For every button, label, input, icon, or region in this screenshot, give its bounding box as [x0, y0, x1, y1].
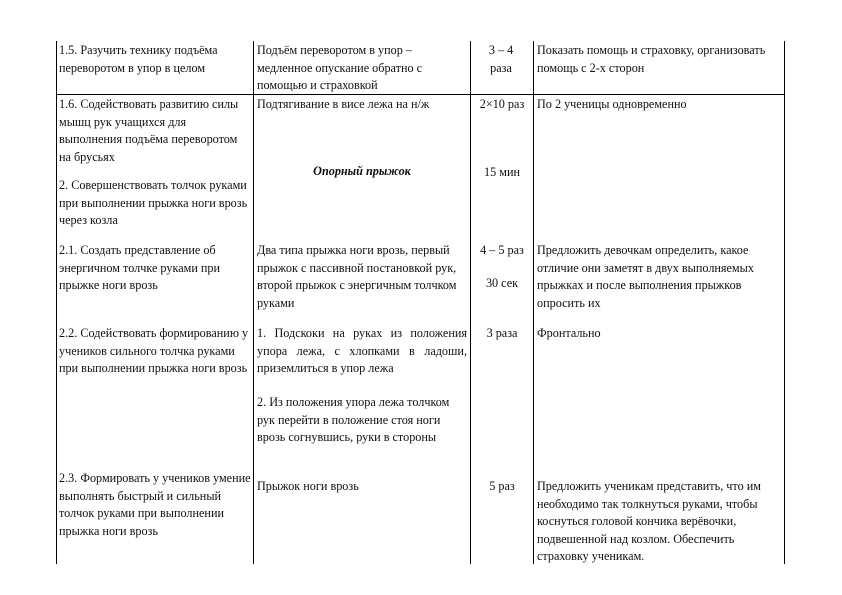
method-cell: Показать помощь и страховку, организовать помощь с 2-х сторон	[537, 43, 766, 75]
table-border-left	[56, 41, 57, 564]
method-cell: Фронтально	[537, 326, 601, 340]
content-cell: Подъём переворотом в упор – медленное опускание обратно с помощью и страховкой	[257, 43, 423, 93]
content-cell: Два типа прыжка ноги врозь, первый прыжок с пассивной постановкой рук, второй прыжок с энергичным толчком руками	[257, 243, 457, 310]
column-divider-1	[253, 41, 254, 564]
method-cell: Предложить ученикам представить, что им необходимо так толкнуться руками, чтобы коснуться головой кончика верёвочки, подвешенной над козлом. Обеспечить страховку ученикам.	[537, 479, 761, 564]
dosage-cell: 3 раза	[486, 326, 518, 340]
dosage-cell: 5 раз	[489, 479, 515, 493]
dosage-cell: 3 – 4 раза	[488, 43, 514, 75]
content-cell: Прыжок ноги врозь	[257, 479, 359, 493]
dosage-cell: 2×10 раз	[479, 97, 525, 111]
column-divider-3	[533, 41, 534, 564]
goal-cell: 2.3. Формировать у учеников умение выполнять быстрый и сильный толчок руками при выполнении прыжка ноги врозь	[59, 471, 251, 538]
goal-cell: 1.5. Разучить технику подъёма переворотом в упор в целом	[59, 43, 218, 75]
duration-cell: 30 сек	[485, 276, 519, 290]
goal-cell: 2.1. Создать представление об энергичном толчке руками при прыжке ноги врозь	[59, 243, 221, 293]
column-divider-2	[470, 41, 471, 564]
goal-cell: 2.2. Содействовать формированию у учеников сильного толчка руками при выполнении прыжка ноги врозь	[59, 326, 249, 376]
table-border-right	[784, 41, 785, 564]
content-cell: 1. Подскоки на руках из положения упора лежа, с хлопками в ладоши, приземлиться в упор лежа	[257, 326, 467, 376]
method-cell: Предложить девочкам определить, какое отличие они заметят в двух выполняемых прыжках и после выполнения прыжков опросить их	[537, 243, 754, 310]
method-cell: По 2 ученицы одновременно	[537, 97, 687, 111]
content-cell-secondary: 2. Из положения упора лежа толчком рук перейти в положение стоя ноги врозь согнувшись, руки в стороны	[257, 395, 450, 445]
content-cell: Подтягивание в висе лежа на н/ж	[257, 97, 430, 111]
duration-cell: 15 мин	[484, 165, 520, 179]
section-title: Опорный прыжок	[313, 164, 411, 178]
dosage-cell: 4 – 5 раз	[480, 243, 524, 257]
goal-cell-secondary: 2. Совершенствовать толчок руками при выполнении прыжка ноги врозь через козла	[59, 178, 248, 228]
goal-cell: 1.6. Содействовать развитию силы мышц рук учащихся для выполнения подъёма переворотом на брусьях	[59, 97, 239, 164]
